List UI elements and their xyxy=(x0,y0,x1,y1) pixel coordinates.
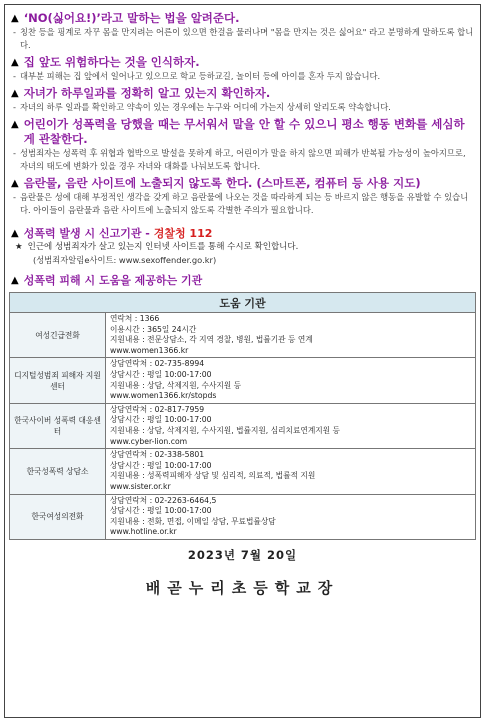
section-2: ▲ 집 앞도 위험하다는 것을 인식하자. - 대부분 피해는 집 앞에서 일어나고 있으므로 학교 등하교길, 놀이터 등에 아이를 혼자 두지 않습니다. xyxy=(11,55,381,81)
section-4: ▲ 어린이가 성폭력을 당했을 때는 무서워서 말을 안 할 수 있으니 평소 행동 변화를 세심하게 관찰한다. - 성범죄자는 성폭력 후 위협과 협박으로 발설을 못하게 하고, 어린이가 말을 하지 않으면 피해가 반복될 가능성이 높아지므로, 자녀의 태도에 변화가 있을 경우 자녀와 대화를 나눠보도록 합니다. xyxy=(11,117,474,173)
help-heading xyxy=(11,273,474,288)
org-contact: 상담연락처 : 02-2263-6464,5 xyxy=(110,495,217,505)
org-info xyxy=(106,403,476,448)
org-contact: 연락처 : 1366 xyxy=(110,314,160,323)
org-website[interactable]: www.women1366.kr/stopds xyxy=(110,391,217,401)
notice-page xyxy=(4,4,481,718)
section-5: ▲ 음란물, 음란 사이트에 노출되지 않도록 한다. (스마트폰, 컴퓨터 등 사용 지도) - 음란물은 성에 대해 부정적인 생각을 갖게 하고 음란물에 나오는 것을 따라하게 되는 등 바르지 않은 행동을 유발할 수 있습니다. 아이들이 음란물과 음란 사이트에 노출되지 않도록 각별한 주의가 필요합니다. xyxy=(11,176,474,217)
org-name: 한국성폭력 상담소 xyxy=(10,449,106,494)
org-name: 디지털성범죄 피해자 지원센터 xyxy=(10,358,106,403)
section-heading: ‘NO(싫어요!)’라고 말하는 법을 알려준다. xyxy=(23,11,240,25)
org-hours: 이용시간 : 365일 24시간 xyxy=(110,324,197,334)
section-heading: 집 앞도 위험하다는 것을 인식하자. xyxy=(23,55,200,69)
police-number: 경찰청 112 xyxy=(153,227,213,240)
org-contact: 상담연락처 : 02-338-5801 xyxy=(110,450,205,460)
org-name: 한국사이버 성폭력 대응센터 xyxy=(10,403,106,448)
org-website[interactable]: www.sister.or.kr xyxy=(110,481,171,491)
report-url: (성범죄자알림e사이트: www.sexoffender.go.kr) xyxy=(33,255,217,265)
org-support: 지원내용 : 전화, 면접, 이메일 상담, 무료법률상담 xyxy=(110,516,276,526)
table-row xyxy=(10,358,476,403)
org-support: 지원내용 : 전문상담소, 각 지역 경찰, 병원, 법률기관 등 연계 xyxy=(110,335,313,345)
help-organizations-table xyxy=(9,292,476,540)
section-text: 칭찬 등을 핑계로 자꾸 몸을 만지려는 어른이 있으면 한걸음 물러나며 "몸을 만지는 것은 싫어요" 라고 분명하게 말하도록 합니다. xyxy=(20,27,474,50)
star-icon: ★ xyxy=(15,242,23,252)
section-heading: 어린이가 성폭력을 당했을 때는 무서워서 말을 안 할 수 있으니 평소 행동 변화를 세심하게 관찰한다. xyxy=(23,117,465,146)
table-row xyxy=(10,494,476,539)
table-row xyxy=(10,449,476,494)
org-hours: 상담시간 : 평일 10:00-17:00 xyxy=(110,506,212,516)
org-support: 지원내용 : 상담, 삭제지원, 수사지원 등 xyxy=(110,380,242,390)
table-row xyxy=(10,403,476,448)
table-header: 도움 기관 xyxy=(10,293,476,313)
section-1: ▲ ‘NO(싫어요!)’라고 말하는 법을 알려준다. - 칭찬 등을 핑계로 자꾸 몸을 만지려는 어른이 있으면 한걸음 물러나며 "몸을 만지는 것은 싫어요" 라고 분명하게 말하도록 합니다. xyxy=(11,11,474,50)
triangle-bullet-icon: ▲ xyxy=(11,119,19,130)
table-row xyxy=(10,313,476,358)
triangle-bullet-icon: ▲ xyxy=(11,228,19,239)
report-note xyxy=(11,241,474,254)
org-website[interactable]: www.hotline.or.kr xyxy=(110,527,177,537)
section-3: ▲ 자녀가 하루일과를 정확히 알고 있는지 확인하자. - 자녀의 하루 일과를 확인하고 약속이 있는 경우에는 누구와 어디에 가는지 상세히 알리도록 약속합니다. xyxy=(11,86,391,112)
section-heading: 자녀가 하루일과를 정확히 알고 있는지 확인하자. xyxy=(23,86,271,100)
section-text: 자녀의 하루 일과를 확인하고 약속이 있는 경우에는 누구와 어디에 가는지 상세히 알리도록 약속합니다. xyxy=(20,102,391,112)
org-website[interactable]: www.cyber-lion.com xyxy=(110,436,188,446)
org-info xyxy=(106,313,476,358)
triangle-bullet-icon: ▲ xyxy=(11,88,19,99)
section-heading: 음란물, 음란 사이트에 노출되지 않도록 한다. (스마트폰, 컴퓨터 등 사용 지도) xyxy=(23,176,421,190)
help-heading-text: 성폭력 피해 시 도움을 제공하는 기관 xyxy=(23,274,203,287)
org-hours: 상담시간 : 평일 10:00-17:00 xyxy=(110,415,212,425)
triangle-bullet-icon: ▲ xyxy=(11,57,19,68)
org-name: 여성긴급전화 xyxy=(10,313,106,358)
report-heading xyxy=(11,226,474,241)
report-heading-text: 성폭력 발생 시 신고기관 - xyxy=(23,227,150,240)
triangle-bullet-icon: ▲ xyxy=(11,178,19,189)
org-info xyxy=(106,449,476,494)
org-support: 지원내용 : 상담, 삭제지원, 수사지원, 법률지원, 심리치료연계지원 등 xyxy=(110,425,340,435)
school-principal: 배곧누리초등학교장 xyxy=(145,578,340,597)
triangle-bullet-icon: ▲ xyxy=(11,275,19,286)
org-hours: 상담시간 : 평일 10:00-17:00 xyxy=(110,369,212,379)
section-text: 성범죄자는 성폭력 후 위협과 협박으로 발설을 못하게 하고, 어린이가 말을 하지 않으면 피해가 반복될 가능성이 높아지므로, 자녀의 태도에 변화가 있을 경우 자녀와 대화를 나눠보도록 합니다. xyxy=(20,148,466,171)
org-info xyxy=(106,358,476,403)
notice-content xyxy=(11,11,474,598)
org-website[interactable]: www.women1366.kr xyxy=(110,345,189,355)
org-contact: 상담연락처 : 02-735-8994 xyxy=(110,359,205,369)
org-info xyxy=(106,494,476,539)
triangle-bullet-icon: ▲ xyxy=(11,13,19,24)
org-contact: 상담연락처 : 02-817-7959 xyxy=(110,404,205,414)
org-hours: 상담시간 : 평일 10:00-17:00 xyxy=(110,460,212,470)
org-support: 지원내용 : 성폭력피해자 상담 및 심리적, 의료적, 법률적 지원 xyxy=(110,471,316,481)
section-text: 음란물은 성에 대해 부정적인 생각을 갖게 하고 음란물에 나오는 것을 따라하게 되는 등 바르지 않은 행동을 유발할 수 있습니다. 아이들이 음란물과 음란 사이트에 노출되지 않도록 각별한 주의가 필요합니다. xyxy=(20,192,469,215)
issue-date: 2023년 7월 20일 xyxy=(187,547,298,562)
org-name: 한국여성의전화 xyxy=(10,494,106,539)
report-note-text: 인근에 성범죄자가 살고 있는지 인터넷 사이트를 통해 수시로 확인합니다. xyxy=(27,242,299,252)
section-text: 대부분 피해는 집 앞에서 일어나고 있으므로 학교 등하교길, 놀이터 등에 아이를 혼자 두지 않습니다. xyxy=(20,71,381,81)
